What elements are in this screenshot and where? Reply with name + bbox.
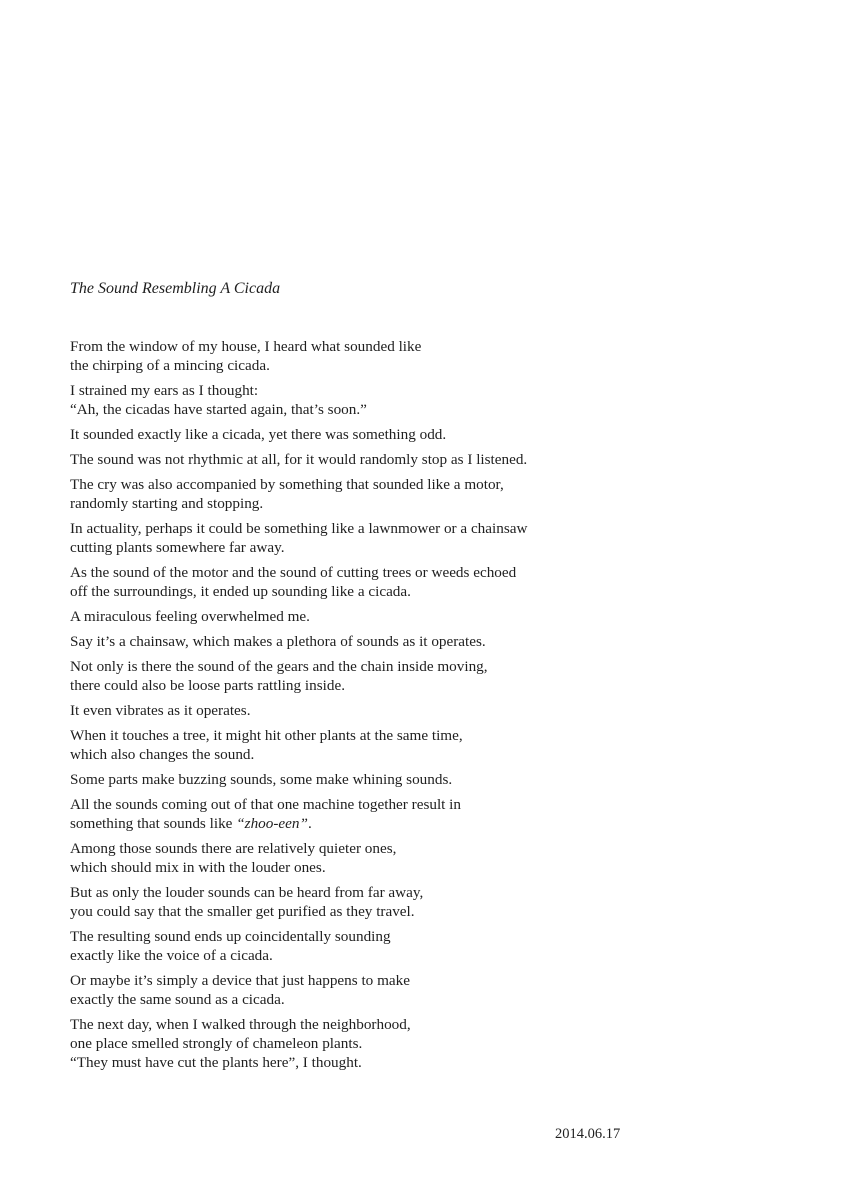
poem-line: off the surroundings, it ended up sounding like a cicada. [70,583,411,600]
poem-line: The resulting sound ends up coincidentally sounding [70,928,391,945]
stanza [70,381,690,419]
poem-line: which should mix in with the louder ones. [70,859,326,876]
poem-line: you could say that the smaller get purified as they travel. [70,903,415,920]
stanza [70,632,690,651]
stanza [70,450,690,469]
poem-line: Among those sounds there are relatively quieter ones, [70,840,397,857]
poem-line: cutting plants somewhere far away. [70,539,285,556]
stanza [70,927,690,965]
poem-line: which also changes the sound. [70,746,255,763]
line-text: something that sounds like [70,815,237,832]
poem-line: The sound was not rhythmic at all, for it would randomly stop as I listened. [70,451,528,468]
poem-line: Or maybe it’s simply a device that just happens to make [70,972,410,989]
poem-title: The Sound Resembling A Cicada [70,280,281,297]
stanza [70,883,690,921]
poem-line: In actuality, perhaps it could be something like a lawnmower or a chainsaw [70,520,528,537]
poem-line: “Ah, the cicadas have started again, that’s soon.” [70,401,367,418]
poem-line: Say it’s a chainsaw, which makes a plethora of sounds as it operates. [70,633,486,650]
poem-line: All the sounds coming out of that one machine together result in [70,796,461,813]
poem-line: the chirping of a mincing cicada. [70,357,270,374]
onomatopoeia-text: “zhoo-een” [236,815,308,832]
poem-line: A miraculous feeling overwhelmed me. [70,608,310,625]
poem-line: exactly the same sound as a cicada. [70,991,285,1008]
stanza [70,337,690,375]
poem-body [70,337,690,1078]
poem-line: As the sound of the motor and the sound of cutting trees or weeds echoed [70,564,517,581]
poem-line: Some parts make buzzing sounds, some make whining sounds. [70,771,453,788]
stanza [70,701,690,720]
poem-line: From the window of my house, I heard what sounded like [70,338,422,355]
poem-line: I strained my ears as I thought: [70,382,259,399]
poem-line: one place smelled strongly of chameleon plants. [70,1035,363,1052]
poem-line: Not only is there the sound of the gears and the chain inside moving, [70,658,488,675]
poem-line: The next day, when I walked through the neighborhood, [70,1016,411,1033]
poem-line: But as only the louder sounds can be heard from far away, [70,884,424,901]
stanza [70,475,690,513]
stanza [70,607,690,626]
poem-line: “They must have cut the plants here”, I thought. [70,1054,362,1071]
stanza [70,795,690,833]
poem-line [70,814,690,833]
poem-line: It sounded exactly like a cicada, yet there was something odd. [70,426,447,443]
poem-line: exactly like the voice of a cicada. [70,947,273,964]
stanza [70,971,690,1009]
poem-line: there could also be loose parts rattling inside. [70,677,345,694]
poem-date: 2014.06.17 [555,1126,621,1142]
line-text: . [307,815,312,832]
stanza [70,770,690,789]
stanza [70,1015,690,1072]
poem-line: When it touches a tree, it might hit other plants at the same time, [70,727,463,744]
stanza [70,425,690,444]
stanza [70,839,690,877]
poem-line: It even vibrates as it operates. [70,702,251,719]
stanza [70,726,690,764]
poem-line: The cry was also accompanied by something that sounded like a motor, [70,476,504,493]
poem-line: randomly starting and stopping. [70,495,264,512]
stanza [70,519,690,557]
stanza [70,657,690,695]
stanza [70,563,690,601]
